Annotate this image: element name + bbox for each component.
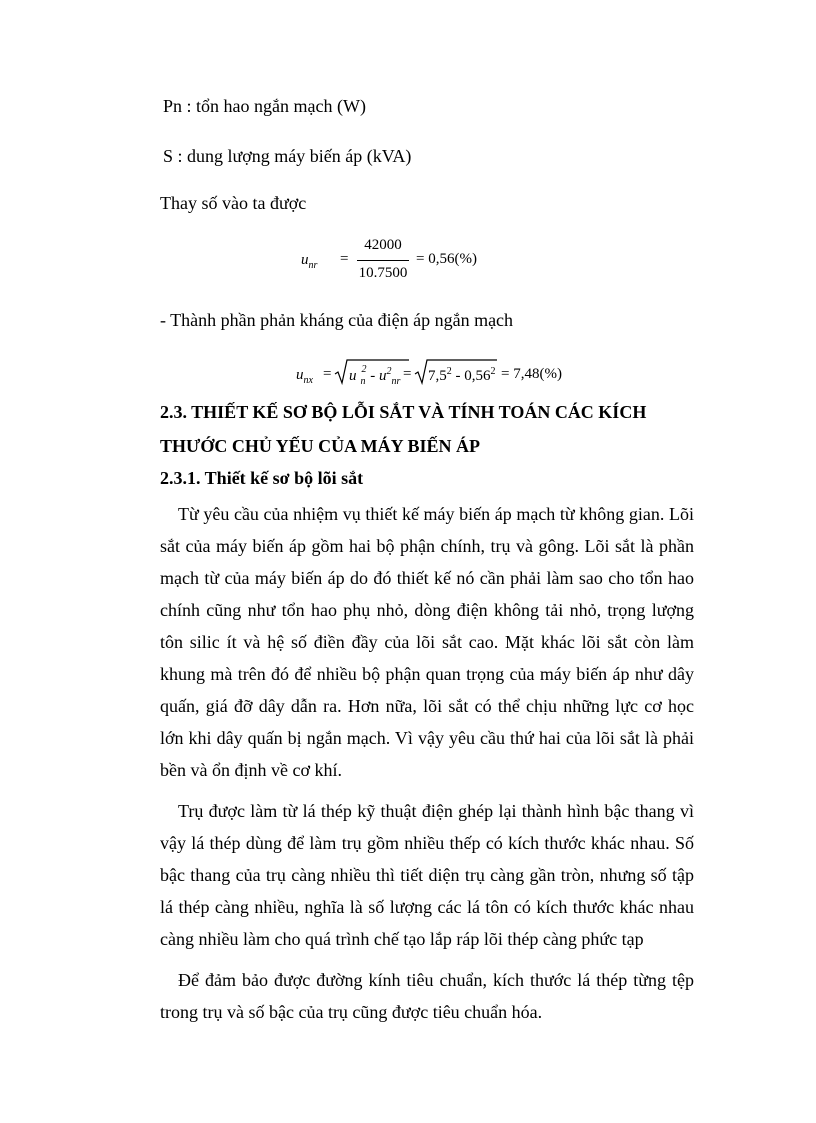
- definition-s: S : dung lượng máy biến áp (kVA): [163, 146, 412, 166]
- eq1-numerator: 42000: [364, 237, 402, 253]
- eq1-fraction-bar: [357, 260, 409, 261]
- eq2-num-a: 7,5: [428, 368, 447, 384]
- eq2-equals: =: [323, 366, 332, 382]
- eq2-minus: -: [366, 368, 379, 384]
- eq2-term2-sub: nr: [391, 376, 401, 387]
- eq2-num-a-sup: 2: [446, 366, 452, 377]
- section-heading-line1: 2.3. THIẾT KẾ SƠ BỘ LỖI SẮT VÀ TÍNH TOÁN CÁC KÍCH: [160, 402, 647, 422]
- eq2-term1-sub: n: [360, 376, 366, 387]
- substitute-text: Thay số vào ta được: [160, 193, 307, 213]
- definition-pn: Pn : tổn hao ngắn mạch (W): [163, 96, 366, 116]
- eq2-lhs-sub: nx: [303, 375, 313, 386]
- eq2-num-b-sup: 2: [490, 366, 496, 377]
- eq1-result: = 0,56(%): [416, 251, 477, 267]
- subsection-heading: 2.3.1. Thiết kế sơ bộ lõi sắt: [160, 468, 364, 488]
- eq1-denominator: 10.7500: [358, 265, 408, 281]
- eq2-term2-sup: 2: [386, 366, 392, 377]
- eq2-term1: u: [349, 368, 357, 384]
- body-text: [160, 498, 694, 1028]
- eq1-lhs-sub: nr: [308, 260, 318, 271]
- paragraph-column-steps: Trụ được làm từ lá thép kỹ thuật điện ghép lại thành hình bậc thang vì vậy lá thép dùng để làm trụ gồm nhiều thếp có kích thước khác nhau. Số bậc thang của trụ càng nhiều thì tiết diện trụ càng gần tròn, nhưng số tập lá thép càng nhiều, nghĩa là số lượng các lá tôn có kích thước khác nhau càng nhiều làm cho quá trình chế tạo lắp ráp lõi thép càng phức tạp: [160, 801, 694, 949]
- eq2-term2: u: [379, 368, 387, 384]
- paragraph-standardization: Để đảm bảo được đường kính tiêu chuẩn, kích thước lá thép từng tệp trong trụ và số bậc của trụ cũng được tiêu chuẩn hóa.: [160, 970, 694, 1022]
- eq2-equals2: =: [403, 366, 412, 382]
- eq1-equals: =: [340, 251, 349, 267]
- section-heading-line2: THƯỚC CHỦ YẾU CỦA MÁY BIẾN ÁP: [160, 436, 481, 456]
- eq2-result: = 7,48(%): [501, 366, 562, 382]
- eq2-num-minus: - 0,56: [451, 368, 491, 384]
- eq2-term1-sup: 2: [361, 364, 367, 375]
- reactive-text: - Thành phần phản kháng của điện áp ngắn mạch: [160, 310, 514, 330]
- paragraph-core-overview: Từ yêu cầu của nhiệm vụ thiết kế máy biến áp mạch từ không gian. Lõi sắt của máy biến áp gồm hai bộ phận chính, trụ và gông. Lõi sắt là phần mạch từ của máy biến áp do đó thiết kế nó cần phải làm sao cho tổn hao chính cũng như tổn hao phụ nhỏ, dòng điện không tải nhỏ, trọng lượng tôn silic ít và hệ số điền đầy của lõi sắt cao. Mặt khác lõi sắt còn làm khung mà trên đó để nhiều bộ phận quan trọng của máy biến áp như dây quấn, giá đỡ dây dẫn ra. Hơn nữa, lõi sắt có thể chịu những lực cơ học lớn khi dây quấn bị ngắn mạch. Vì vậy yêu cầu thứ hai của lõi sắt là phải bền và ổn định về cơ khí.: [160, 504, 694, 780]
- eq1-lhs: u: [301, 252, 309, 268]
- eq2-lhs: u: [296, 367, 304, 383]
